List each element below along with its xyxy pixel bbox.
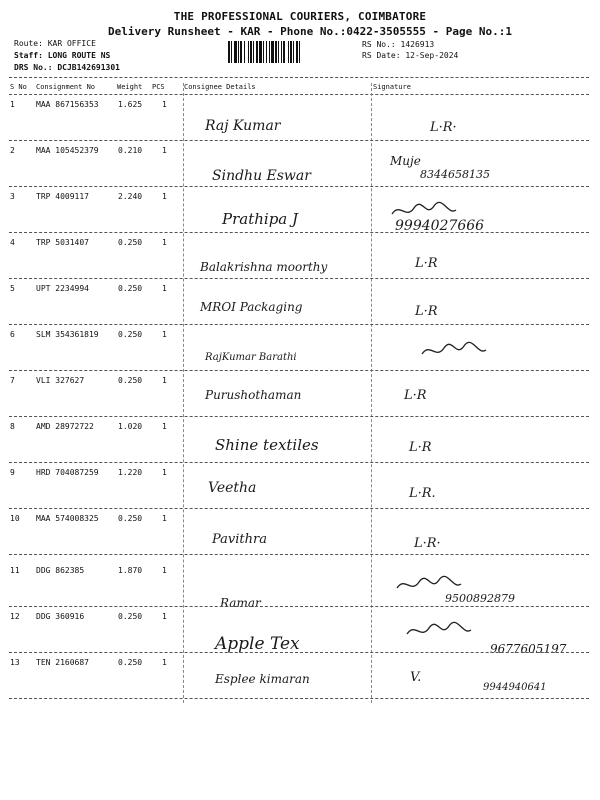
document-subtitle: Delivery Runsheet - KAR - Phone No.:0422-3505555 - Page No.:1 bbox=[108, 25, 512, 38]
row-sno: 13 bbox=[10, 658, 20, 667]
row-divider bbox=[9, 554, 589, 555]
row-pcs: 1 bbox=[162, 100, 167, 109]
row-consignee-name: Sindhu Eswar bbox=[212, 168, 311, 184]
row-pcs: 1 bbox=[162, 376, 167, 385]
route-label: Route: KAR OFFICE bbox=[14, 39, 96, 48]
row-divider bbox=[9, 606, 589, 607]
row-sno: 6 bbox=[10, 330, 15, 339]
row-phone-number: 8344658135 bbox=[420, 168, 490, 181]
row-consignee-name: RajKumar Barathi bbox=[205, 352, 297, 363]
row-weight: 0.250 bbox=[118, 658, 143, 667]
row-signature: L·R bbox=[415, 256, 438, 271]
row-phone-number: 9500892879 bbox=[445, 592, 515, 605]
col-consignment: Consignment No bbox=[36, 83, 96, 91]
row-consignment-no: DDG 360916 bbox=[36, 612, 85, 621]
row-pcs: 1 bbox=[162, 422, 167, 431]
row-pcs: 1 bbox=[162, 330, 167, 339]
row-sno: 2 bbox=[10, 146, 15, 155]
row-consignment-no: DDG 862385 bbox=[36, 566, 85, 575]
row-weight: 0.250 bbox=[118, 612, 143, 621]
row-signature: L·R. bbox=[409, 486, 436, 501]
column-header-divider bbox=[9, 94, 589, 95]
row-sno: 3 bbox=[10, 192, 15, 201]
row-signature: Muje bbox=[390, 154, 421, 168]
rs-number: RS No.: 1426913 bbox=[362, 40, 435, 49]
row-weight: 1.625 bbox=[118, 100, 143, 109]
row-phone-number: 9677605197 bbox=[490, 642, 567, 656]
row-divider bbox=[9, 232, 589, 233]
row-consignee-name: Prathipa J bbox=[222, 210, 299, 228]
row-pcs: 1 bbox=[162, 284, 167, 293]
row-divider bbox=[9, 508, 589, 509]
row-pcs: 1 bbox=[162, 238, 167, 247]
row-sno: 4 bbox=[10, 238, 15, 247]
row-consignment-no: TRP 5031407 bbox=[36, 238, 89, 247]
row-divider bbox=[9, 370, 589, 371]
row-signature: L·R bbox=[404, 388, 427, 403]
row-sno: 5 bbox=[10, 284, 15, 293]
row-consignee-name: Raj Kumar bbox=[205, 118, 281, 134]
row-weight: 1.870 bbox=[118, 566, 143, 575]
row-pcs: 1 bbox=[162, 468, 167, 477]
row-divider bbox=[9, 140, 589, 141]
signature-scribble bbox=[420, 340, 490, 362]
row-consignee-name: Shine textiles bbox=[215, 436, 319, 454]
row-signature: L·R· bbox=[430, 120, 457, 135]
row-phone-number: 9944940641 bbox=[483, 682, 547, 693]
row-divider bbox=[9, 186, 589, 187]
row-consignee-name: Balakrishna moorthy bbox=[200, 260, 328, 274]
row-consignee-name: Esplee kimaran bbox=[215, 672, 310, 686]
row-signature: L·R bbox=[409, 440, 432, 455]
row-pcs: 1 bbox=[162, 566, 167, 575]
row-consignment-no: AMD 28972722 bbox=[36, 422, 94, 431]
drs-number: DRS No.: DCJB142691301 bbox=[14, 63, 120, 72]
row-consignee-name: MROI Packaging bbox=[200, 300, 303, 314]
row-consignment-no: VLI 327627 bbox=[36, 376, 85, 385]
row-signature: L·R bbox=[415, 304, 438, 319]
row-consignee-name: Ramar bbox=[220, 596, 261, 610]
row-phone-number: 9994027666 bbox=[395, 218, 485, 234]
row-divider bbox=[9, 698, 589, 699]
row-sno: 8 bbox=[10, 422, 15, 431]
row-consignee-name: Apple Tex bbox=[215, 634, 300, 654]
row-weight: 1.220 bbox=[118, 468, 143, 477]
row-sno: 7 bbox=[10, 376, 15, 385]
row-sno: 12 bbox=[10, 612, 20, 621]
row-weight: 0.250 bbox=[118, 376, 143, 385]
row-consignee-name: Veetha bbox=[208, 480, 257, 496]
row-weight: 0.210 bbox=[118, 146, 143, 155]
row-pcs: 1 bbox=[162, 612, 167, 621]
row-consignee-name: Pavithra bbox=[212, 532, 267, 547]
row-weight: 0.250 bbox=[118, 284, 143, 293]
row-weight: 1.020 bbox=[118, 422, 143, 431]
row-weight: 2.240 bbox=[118, 192, 143, 201]
row-divider bbox=[9, 652, 589, 653]
row-divider bbox=[9, 324, 589, 325]
row-consignment-no: HRD 704087259 bbox=[36, 468, 99, 477]
row-sno: 9 bbox=[10, 468, 15, 477]
row-consignment-no: MAA 574008325 bbox=[36, 514, 99, 523]
row-consignment-no: MAA 105452379 bbox=[36, 146, 99, 155]
row-sno: 10 bbox=[10, 514, 20, 523]
row-consignment-no: TRP 4009117 bbox=[36, 192, 89, 201]
row-pcs: 1 bbox=[162, 146, 167, 155]
row-weight: 0.250 bbox=[118, 514, 143, 523]
col-sno: S No bbox=[10, 83, 27, 91]
staff-label: Staff: LONG ROUTE NS bbox=[14, 51, 111, 60]
row-signature: L·R· bbox=[414, 536, 441, 551]
col-weight: Weight bbox=[117, 83, 143, 91]
column-header-row bbox=[9, 82, 589, 94]
row-weight: 0.250 bbox=[118, 330, 143, 339]
row-signature: V. bbox=[410, 670, 422, 685]
row-pcs: 1 bbox=[162, 514, 167, 523]
row-sno: 11 bbox=[10, 566, 20, 575]
row-consignment-no: UPT 2234994 bbox=[36, 284, 89, 293]
col-consignee: Consignee Details bbox=[184, 83, 256, 91]
row-consignment-no: SLM 354361819 bbox=[36, 330, 99, 339]
row-consignee-name: Purushothaman bbox=[205, 388, 302, 402]
row-consignment-no: MAA 867156353 bbox=[36, 100, 99, 109]
row-weight: 0.250 bbox=[118, 238, 143, 247]
header-divider bbox=[9, 77, 589, 78]
rs-date: RS Date: 12-Sep-2024 bbox=[362, 51, 459, 60]
row-divider bbox=[9, 416, 589, 417]
row-pcs: 1 bbox=[162, 658, 167, 667]
row-pcs: 1 bbox=[162, 192, 167, 201]
col-pcs: PCS bbox=[152, 83, 165, 91]
signature-scribble bbox=[405, 620, 475, 642]
row-sno: 1 bbox=[10, 100, 15, 109]
row-consignment-no: TEN 2160687 bbox=[36, 658, 89, 667]
document-title: THE PROFESSIONAL COURIERS, COIMBATORE bbox=[173, 10, 427, 23]
barcode bbox=[228, 41, 352, 63]
row-divider bbox=[9, 462, 589, 463]
row-divider bbox=[9, 278, 589, 279]
col-signature: Signature bbox=[373, 83, 411, 91]
